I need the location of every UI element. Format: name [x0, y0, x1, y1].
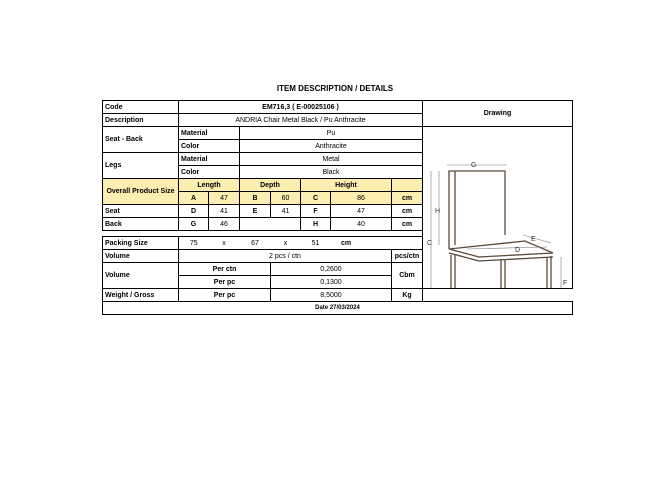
overall-size-label: Overall Product Size — [103, 179, 179, 205]
dim-label-e: E — [531, 236, 536, 243]
volume-per-pc-value: 0,1300 — [271, 276, 392, 289]
volume-cbm-unit: Cbm — [392, 263, 423, 289]
seat-back-color-value: Anthracite — [240, 140, 423, 153]
seat-e-value: 41 — [271, 205, 301, 218]
packing-blank — [362, 237, 423, 250]
weight-unit: Kg — [392, 289, 423, 302]
description-label: Description — [103, 114, 179, 127]
overall-c-value: 86 — [331, 192, 392, 205]
description-value: ANDRIA Chair Metal Black / Pu Anthracite — [179, 114, 423, 127]
chair-back-rest — [449, 171, 505, 249]
seat-e-key: E — [240, 205, 271, 218]
seat-back-material-label: Material — [179, 127, 240, 140]
overall-a-key: A — [179, 192, 209, 205]
legs-material-label: Material — [179, 153, 240, 166]
volume-per-pc-label: Per pc — [179, 276, 271, 289]
seat-f-key: F — [301, 205, 331, 218]
back-g-value: 46 — [209, 218, 240, 231]
legs-material-value: Metal — [240, 153, 423, 166]
packing-unit: cm — [331, 237, 362, 250]
volume-cbm-label: Volume — [103, 263, 179, 289]
back-unit: cm — [392, 218, 423, 231]
drawing-header: Drawing — [423, 101, 573, 127]
depth-header: Depth — [240, 179, 301, 192]
packing-x1: x — [209, 237, 240, 250]
volume-pcs-unit: pcs/ctn — [392, 250, 423, 263]
seat-unit: cm — [392, 205, 423, 218]
seat-f-value: 47 — [331, 205, 392, 218]
seat-d-key: D — [179, 205, 209, 218]
packing-height: 51 — [301, 237, 331, 250]
weight-label: Weight / Gross — [103, 289, 179, 302]
packing-width: 67 — [240, 237, 271, 250]
height-header: Height — [301, 179, 392, 192]
legs-color-value: Black — [240, 166, 423, 179]
document-title: ITEM DESCRIPTION / DETAILS — [276, 84, 394, 93]
legs-color-label: Color — [179, 166, 240, 179]
volume-per-ctn-label: Per ctn — [179, 263, 271, 276]
code-label: Code — [103, 101, 179, 114]
back-blank — [240, 218, 301, 231]
packing-x2: x — [271, 237, 301, 250]
spec-table — [102, 100, 573, 315]
weight-value: 8,5000 — [271, 289, 392, 302]
overall-unit: cm — [392, 192, 423, 205]
overall-b-key: B — [240, 192, 271, 205]
back-h-key: H — [301, 218, 331, 231]
seat-label: Seat — [103, 205, 179, 218]
back-h-value: 40 — [331, 218, 392, 231]
length-header: Length — [179, 179, 240, 192]
dim-label-d: D — [515, 247, 521, 254]
weight-per-pc-label: Per pc — [179, 289, 271, 302]
back-label: Back — [103, 218, 179, 231]
dim-label-f: F — [563, 280, 568, 287]
seat-back-color-label: Color — [179, 140, 240, 153]
dim-label-c: C — [427, 240, 433, 247]
back-g-key: G — [179, 218, 209, 231]
legs-label: Legs — [103, 153, 179, 179]
overall-blank — [392, 179, 423, 192]
overall-b-value: 60 — [271, 192, 301, 205]
overall-a-value: 47 — [209, 192, 240, 205]
dim-label-g: G — [471, 162, 477, 169]
code-value: EM716,3 ( E-00025106 ) — [179, 101, 423, 114]
volume-per-ctn-value: 0,2600 — [271, 263, 392, 276]
document-date: Date 27/03/2024 — [103, 302, 573, 315]
seat-back-label: Seat - Back — [103, 127, 179, 153]
chair-drawing: G H C E D F B A — [427, 161, 569, 289]
volume-pcs-label: Volume — [103, 250, 179, 263]
seat-d-value: 41 — [209, 205, 240, 218]
packing-length: 75 — [179, 237, 209, 250]
volume-pcs-value: 2 pcs / ctn — [179, 250, 392, 263]
packing-size-label: Packing Size — [103, 237, 179, 250]
overall-c-key: C — [301, 192, 331, 205]
chair-seat — [449, 241, 553, 257]
drawing-cell — [423, 127, 573, 301]
seat-back-material-value: Pu — [240, 127, 423, 140]
dim-label-h: H — [435, 208, 441, 215]
